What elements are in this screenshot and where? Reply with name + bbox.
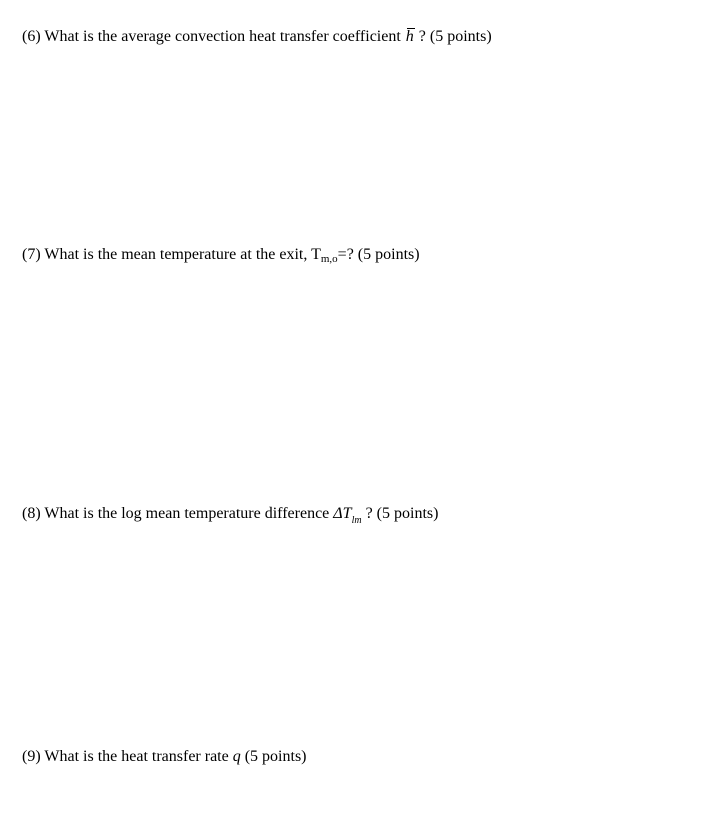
question-7 — [22, 245, 420, 269]
h-bar-symbol: h — [405, 28, 414, 45]
question-7-text: (7) What is the mean temperature at the exit, T — [22, 246, 321, 263]
question-7-points: =? (5 points) — [337, 246, 420, 263]
question-9-points: (5 points) — [240, 748, 307, 765]
question-7-subscript: m,o — [320, 253, 338, 265]
question-8-text: (8) What is the log mean temperature difference — [22, 505, 334, 522]
delta-t-symbol: ΔT — [333, 505, 352, 522]
question-6-text: (6) What is the average convection heat transfer coefficient — [22, 28, 405, 45]
question-8 — [22, 504, 438, 531]
q-symbol: q — [232, 748, 241, 765]
question-9-text: (9) What is the heat transfer rate — [22, 748, 233, 765]
question-8-subscript: lm — [351, 515, 362, 526]
question-6 — [22, 27, 492, 47]
question-8-points: ? (5 points) — [361, 505, 439, 522]
question-6-points: ? (5 points) — [414, 28, 492, 45]
question-9 — [22, 747, 307, 767]
